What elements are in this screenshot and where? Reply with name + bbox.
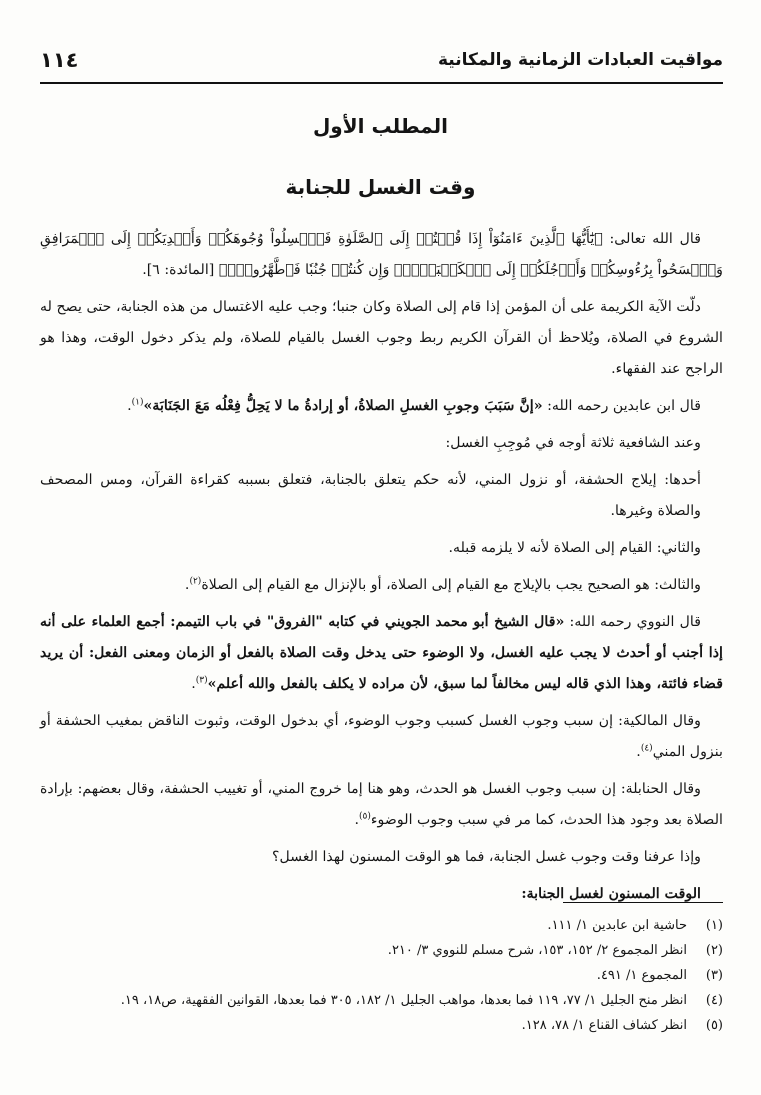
paragraph-nawawi: قال النووي رحمه الله: «قال الشيخ أبو محمد الجويني في كتابه "الفروق" في باب التيمم: أجمع العلماء على أنه إذا أجنب أو أحدث لا يجب عليه الغسل، ولا الوضوء حتى يدخل وقت الصلاة بالفعل أو الزمان ومعنى الفعل: أن يريد قضاء فائتة، وهذا الذي قاله ليس مخالفاً لما سبق، لأن مراده لا يكلف بالفعل والله أعلم»$^{(٣)}$. [40, 614, 723, 692]
footnote-text: المجموع ١/ ٤٩١. [596, 968, 687, 983]
paragraph-third: والثالث: هو الصحيح يجب بالإيلاج مع القيام إلى الصلاة، أو بالإنزال مع القيام إلى الصلاة$^{(٢)}$. [184, 576, 701, 593]
footnote-ref: (٣) [195, 675, 208, 686]
footnote-item [40, 938, 723, 963]
footnote-ref: (١) [131, 397, 144, 408]
paragraph-hanbali: وقال الحنابلة: إن سبب وجوب الغسل هو الحدث، وهو هنا إما خروج المني، أو تغييب الحشفة، وقال بعضهم: بإرادة الصلاة بعد وجود هذا الحدث، كما مر في سبب وجوب الوضوء$^{(٥)}$. [40, 781, 723, 828]
footnote-number: (٢) [705, 943, 723, 958]
footnote-text: انظر المجموع ٢/ ١٥٢، ١٥٣، شرح مسلم للنووي ٣/ ٢١٠. [387, 943, 687, 958]
quran-verse: ﴿يَٰٓأَيُّهَا ٱلَّذِينَ ءَامَنُوٓاْ إِذَا قُمۡتُمۡ إِلَى ٱلصَّلَوٰةِ فَٱغۡسِلُواْ وُجُوهَكُمۡ وَأَيۡدِيَكُمۡ إِلَى ٱلۡمَرَافِقِ وَٱمۡسَحُواْ بِرُءُوسِكُمۡ وَأَرۡجُلَكُمۡ إِلَى ٱلۡكَعۡبَيۡنِۚ وَإِن كُنتُمۡ جُنُبٗا فَٱطَّهَّرُواْۚ﴾ [40, 231, 723, 278]
main-text [40, 224, 723, 916]
footnote-item [40, 913, 723, 938]
footnote-number: (٥) [705, 1018, 723, 1033]
footnote-item [40, 1013, 723, 1038]
footnotes [40, 913, 723, 1038]
page-header [40, 38, 723, 84]
footnote-ref: (٤) [640, 743, 653, 754]
paragraph-ibn-abidin: قال ابن عابدين رحمه الله: «إنَّ سَبَبَ وجوبِ الغسلِ الصلاةُ، أو إرادةُ ما لا يَحِلُّ فِعْلُه مَعَ الجَنَابَة»$^{(١)}$. [127, 397, 701, 414]
paragraph-question: وإذا عرفنا وقت وجوب غسل الجنابة، فما هو الوقت المسنون لهذا الغسل؟ [271, 849, 701, 865]
paragraph-first: أحدها: إيلاج الحشفة، أو نزول المني، لأنه حكم يتعلق بالجنابة، فتعلق بسببه كقراءة القرآن، ومس المصحف والصلاة وغيرها. [40, 472, 701, 519]
footnote-text: انظر منح الجليل ١/ ٧٧، ١١٩ فما بعدها، مواهب الجليل ١/ ١٨٢، ٣٠٥ فما بعدها، القوانين الفقهية، ص١٨، ١٩. [120, 993, 687, 1008]
paragraph-commentary: دلّت الآية الكريمة على أن المؤمن إذا قام إلى الصلاة وكان جنبا؛ وجب عليه الاغتسال من هذه الجنابة، حتى يصح له الشروع في الصلاة، ويُلاحظ أن القرآن الكريم ربط وجوب الغسل بالقيام للصلاة، ولم يذكر دخول الوقت، وهذا هو الراجح عند الفقهاء. [40, 299, 723, 377]
topic-title: وقت الغسل للجنابة [285, 175, 476, 199]
footnote-item [40, 988, 723, 1013]
section-title: المطلب الأول [312, 114, 449, 138]
paragraph-maliki-text: وقال المالكية: إن سبب وجوب الغسل كسبب وجوب الوضوء، أي بدخول الوقت، وثبوت الناقض بمغيب الحشفة أو بنزول المني [40, 713, 723, 760]
footnote-text: حاشية ابن عابدين ١/ ١١١. [547, 918, 687, 933]
quote-text: «إنَّ سَبَبَ وجوبِ الغسلِ الصلاةُ، أو إرادةُ ما لا يَحِلُّ فِعْلُه مَعَ الجَنَابَة» [143, 398, 543, 414]
verse-reference: [المائدة: ٦]. [142, 262, 219, 278]
footnote-ref: (٢) [189, 576, 202, 587]
footnote-text: انظر كشاف القناع ١/ ٧٨، ١٢٨. [521, 1018, 687, 1033]
paragraph-third-text: والثالث: هو الصحيح يجب بالإيلاج مع القيام إلى الصلاة، أو بالإنزال مع القيام إلى الصلاة [201, 577, 701, 593]
footnote-item [40, 963, 723, 988]
paragraph-shafii: وعند الشافعية ثلاثة أوجه في مُوجِبِ الغسل: [445, 435, 701, 451]
footnote-number: (٤) [705, 993, 723, 1008]
paragraph-hanbali-text: وقال الحنابلة: إن سبب وجوب الغسل هو الحدث، وهو هنا إما خروج المني، أو تغييب الحشفة، وقال بعضهم: بإرادة الصلاة بعد وجود هذا الحدث، كما مر في سبب وجوب الوضوء [40, 781, 723, 828]
footnote-number: (١) [705, 918, 723, 933]
running-title: مواقيت العبادات الزمانية والمكانية [438, 50, 723, 70]
verse-intro: قال الله تعالى: [602, 231, 701, 247]
paragraph-verse [40, 224, 723, 286]
quote-intro: قال ابن عابدين رحمه الله: [542, 398, 701, 414]
quote-intro: قال النووي رحمه الله: [564, 614, 701, 630]
quote-text: «قال الشيخ أبو محمد الجويني في كتابه "الفروق" في باب التيمم: أجمع العلماء على أنه إذا أجنب أو أحدث لا يجب عليه الغسل، ولا الوضوء حتى يدخل وقت الصلاة بالفعل أو الزمان ومعنى الفعل: أن يريد قضاء فائتة، وهذا الذي قاله ليس مخالفاً لما سبق، لأن مراده لا يكلف بالفعل والله أعلم» [40, 614, 723, 692]
subheading: الوقت المسنون لغسل الجنابة: [521, 886, 701, 902]
page-number: ١١٤ [40, 48, 79, 72]
footnote-divider [563, 902, 723, 903]
paragraph-second: والثاني: القيام إلى الصلاة لأنه لا يلزمه قبله. [448, 540, 701, 556]
footnote-number: (٣) [705, 968, 723, 983]
paragraph-maliki: وقال المالكية: إن سبب وجوب الغسل كسبب وجوب الوضوء، أي بدخول الوقت، وثبوت الناقض بمغيب الحشفة أو بنزول المني$^{(٤)}$. [40, 713, 723, 760]
footnote-ref: (٥) [359, 811, 371, 822]
